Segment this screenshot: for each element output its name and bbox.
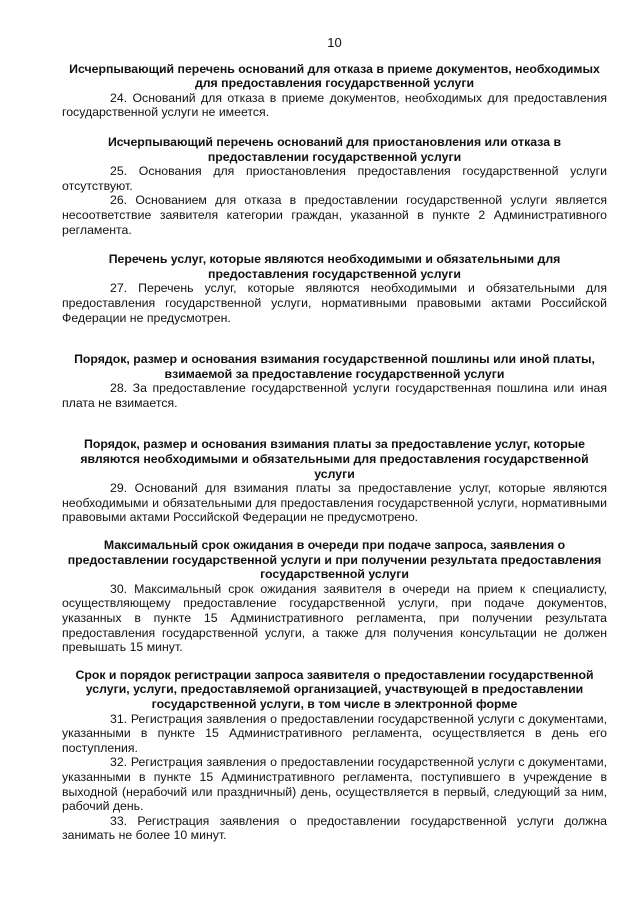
paragraph-24: 24. Оснований для отказа в приеме документов, необходимых для предоставления государственной услуги не имеется. bbox=[62, 90, 607, 120]
section-required-services bbox=[62, 252, 607, 325]
page-number: 10 bbox=[327, 35, 342, 50]
paragraph-32: 32. Регистрация заявления о предоставлении государственной услуги с документами, указанными в пункте 15 Административного регламента, поступившего в учреждение в выходной (нерабочий или праздничный) день, осуществляется в первый, следующий за ним, рабочий день. bbox=[62, 755, 607, 814]
section-heading: Перечень услуг, которые являются необходимыми и обязательными для предоставления государственной услуги bbox=[108, 252, 561, 281]
section-heading: Максимальный срок ожидания в очереди при подаче запроса, заявления о предоставлении государственной услуги и при получении результата предоставления государственной услуги bbox=[67, 538, 602, 582]
section-registration bbox=[62, 668, 607, 843]
section-state-duty bbox=[62, 352, 607, 410]
section-heading: Исчерпывающий перечень оснований для отказа в приеме документов, необходимых для предоставления государственной услуги bbox=[69, 61, 600, 91]
paragraph-31: 31. Регистрация заявления о предоставлении государственной услуги с документами, указанными в пункте 15 Административного регламента, осуществляется в день его поступления. bbox=[62, 711, 607, 755]
section-service-fee bbox=[62, 437, 607, 525]
section-heading: Срок и порядок регистрации запроса заявителя о предоставлении государственной услуги, услуги, предоставляемой организацией, участвующей в предоставлении государственной услуги, в том числе в электронной форме bbox=[75, 667, 594, 711]
paragraph-28: 28. За предоставление государственной услуги государственная пошлина или иная плата не взимается. bbox=[62, 381, 607, 410]
section-suspension-refusal bbox=[62, 135, 607, 237]
paragraph-30: 30. Максимальный срок ожидания заявителя в очереди на прием к специалисту, осуществляющему предоставление государственной услуги, при подаче документов, указанных в пункте 15 Административного регламента, при получении результата предоставления государственной услуги, а также для получения консультации не должен превышать 15 минут. bbox=[62, 581, 607, 655]
document-page bbox=[62, 36, 607, 843]
section-heading: Порядок, размер и основания взимания государственной пошлины или иной платы, взимаемой за предоставление государственной услуги bbox=[74, 352, 595, 381]
section-heading: Порядок, размер и основания взимания платы за предоставление услуг, которые являются необходимыми и обязательными для предоставления государственной услуги bbox=[80, 437, 589, 481]
paragraph-33: 33. Регистрация заявления о предоставлении государственной услуги должна занимать не более 10 минут. bbox=[62, 813, 607, 843]
paragraph-26: 26. Основанием для отказа в предоставлении государственной услуги является несоответствие заявителя категории граждан, указанной в пункте 2 Административного регламента. bbox=[62, 193, 607, 237]
paragraph-27: 27. Перечень услуг, которые являются необходимыми и обязательными для предоставления государственной услуги, нормативными правовыми актами Российской Федерации не предусмотрен. bbox=[62, 281, 607, 325]
section-refusal-acceptance bbox=[62, 62, 607, 120]
paragraph-29: 29. Оснований для взимания платы за предоставление услуг, которые являются необходимыми и обязательными для предоставления государственной услуги, нормативными правовыми актами Российской Федерации не предусмотрено. bbox=[62, 481, 607, 525]
section-heading: Исчерпывающий перечень оснований для приостановления или отказа в предоставлении государственной услуги bbox=[107, 134, 562, 164]
paragraph-25: 25. Основания для приостановления предоставления государственной услуги отсутствуют. bbox=[62, 164, 607, 193]
section-queue-time bbox=[62, 538, 607, 655]
